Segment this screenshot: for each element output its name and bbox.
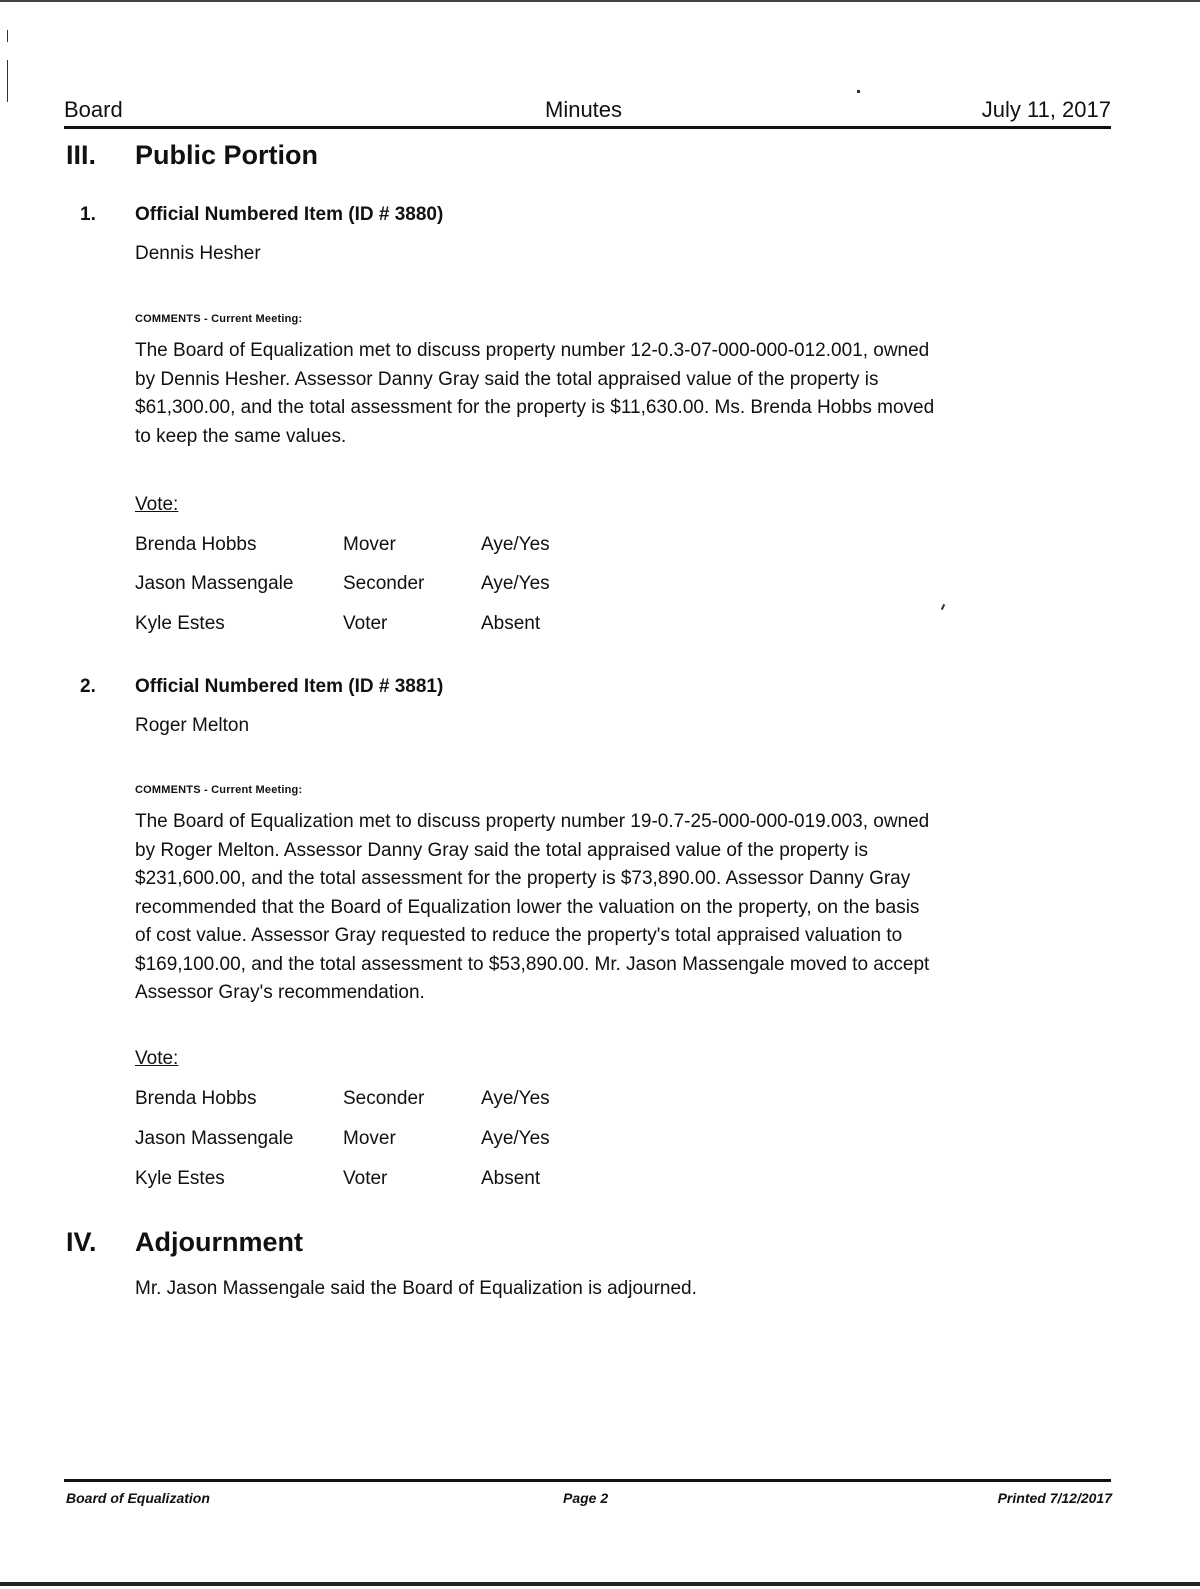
footer-board-name: Board of Equalization <box>66 1490 210 1506</box>
scan-bottom-edge <box>0 1582 1200 1586</box>
scan-margin-mark <box>7 30 8 42</box>
header-board: Board <box>64 97 123 122</box>
section-number: III. <box>66 140 97 170</box>
vote-result: Aye/Yes <box>481 1128 550 1149</box>
paragraph-line: The Board of Equalization met to discuss property number 12-0.3-07-000-000-012.001, owned <box>135 340 930 361</box>
item-number: 1. <box>80 204 96 225</box>
voter-role: Mover <box>343 534 396 555</box>
footer-rule <box>64 1479 1111 1482</box>
section-title: Adjournment <box>135 1227 303 1257</box>
paragraph-line: $231,600.00, and the total assessment for the property is $73,890.00. Assessor Danny Gray <box>135 868 911 889</box>
paragraph-line: by Roger Melton. Assessor Danny Gray said the total appraised value of the property is <box>135 839 868 861</box>
section-title: Public Portion <box>135 140 319 170</box>
header-date: July 11, 2017 <box>981 97 1111 122</box>
item-owner: Roger Melton <box>135 715 250 736</box>
vote-label: Vote: <box>135 1048 179 1069</box>
vote-result: Aye/Yes <box>481 534 550 555</box>
voter-name: Brenda Hobbs <box>135 534 257 555</box>
vote-result: Absent <box>481 613 541 634</box>
paragraph-line: by Dennis Hesher. Assessor Danny Gray said the total appraised value of the property is <box>135 368 879 390</box>
voter-role: Voter <box>343 613 388 634</box>
vote-result: Aye/Yes <box>481 1088 550 1109</box>
voter-role: Voter <box>343 1168 388 1189</box>
paragraph-line: $61,300.00, and the total assessment for the property is $11,630.00. Ms. Brenda Hobbs moved <box>135 397 935 418</box>
item-title: Official Numbered Item (ID # 3880) <box>135 204 444 225</box>
paragraph-line: recommended that the Board of Equalization lower the valuation on the property, on the basis <box>135 896 920 918</box>
comments-label: COMMENTS - Current Meeting: <box>135 313 303 325</box>
paragraph-line: The Board of Equalization met to discuss property number 19-0.7-25-000-000-019.003, owned <box>135 811 930 832</box>
scan-margin-mark <box>7 60 8 102</box>
comments-label: COMMENTS - Current Meeting: <box>135 784 303 796</box>
vote-result: Absent <box>481 1168 541 1189</box>
voter-name: Brenda Hobbs <box>135 1088 257 1109</box>
footer-page-number: Page 2 <box>563 1490 609 1506</box>
header-rule <box>64 126 1111 129</box>
item-title: Official Numbered Item (ID # 3881) <box>135 676 444 697</box>
paragraph-line: of cost value. Assessor Gray requested to reduce the property's total appraised valuation to <box>135 925 903 946</box>
item-number: 2. <box>80 676 96 697</box>
voter-name: Jason Massengale <box>135 1128 294 1149</box>
header-minutes: Minutes <box>545 97 623 122</box>
scan-speck <box>941 604 945 610</box>
vote-label: Vote: <box>135 494 179 515</box>
scan-top-edge <box>0 0 1200 2</box>
voter-role: Seconder <box>343 1088 425 1109</box>
adjournment-text: Mr. Jason Massengale said the Board of Equalization is adjourned. <box>135 1278 697 1299</box>
footer-printed-date: Printed 7/12/2017 <box>997 1490 1112 1506</box>
voter-role: Mover <box>343 1128 396 1149</box>
paragraph-line: Assessor Gray's recommendation. <box>135 982 425 1003</box>
scan-speck <box>857 90 860 93</box>
item-comment-paragraph <box>135 808 1045 1008</box>
voter-name: Jason Massengale <box>135 573 294 594</box>
paragraph-line: to keep the same values. <box>135 425 347 447</box>
voter-name: Kyle Estes <box>135 1168 225 1189</box>
item-owner: Dennis Hesher <box>135 243 261 264</box>
voter-role: Seconder <box>343 573 425 594</box>
item-comment-paragraph <box>135 337 1045 451</box>
section-number: IV. <box>66 1227 97 1257</box>
voter-name: Kyle Estes <box>135 613 225 634</box>
vote-result: Aye/Yes <box>481 573 550 594</box>
paragraph-line: $169,100.00, and the total assessment to $53,890.00. Mr. Jason Massengale moved to accept <box>135 953 930 975</box>
